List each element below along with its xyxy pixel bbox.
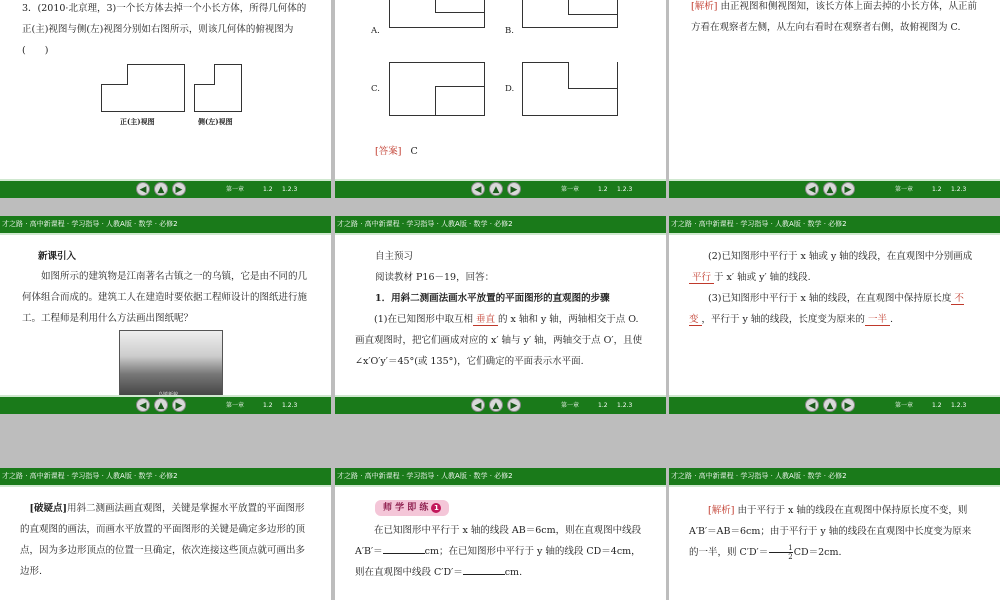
fill-answer-perpendicular: 垂直 [473,314,498,326]
front-view-notch [101,64,128,85]
analysis-text [691,0,981,38]
fraction-numerator: 1 [769,544,792,553]
fill-answer-half: 一半 [865,314,890,326]
fraction-denominator: 2 [788,553,793,561]
option-a-notch [435,0,484,13]
subsection-label: 1.2.3 [951,402,967,409]
intro-text: 如图所示的建筑物是江南著名古镇之一的乌镇，它是由不同的几何体组合而成的。建筑工人在建造时要依据工程师设计的图纸进行施工。工程师是利用什么方法画出图纸呢？ [22,271,308,324]
section-label: 1.2 [598,186,608,193]
next-icon[interactable]: ▶ [507,398,521,412]
slide-panel-9 [669,468,1000,600]
front-view-label: 正(主)视图 [120,117,155,126]
practice-badge-text: 师 学 即 练 [383,503,429,513]
fill-answer-parallel: 平行 [689,272,714,284]
header-bar: 才之路 · 高中新课程 · 学习指导 · 人教A版 · 数学 · 必修2 [669,216,1000,235]
bottom-nav-bar [335,179,666,198]
slide-panel-3 [669,0,1000,198]
subsection-label: 1.2.3 [617,186,633,193]
subsection-label: 1.2.3 [282,186,298,193]
practice-part-2: cm；在已知图形中平行于 y 轴的线段 CD＝4cm，则在直观图中线段 C′D′＝ [355,546,641,578]
fill-answer-unchanged: 不变 [689,293,964,325]
practice-part-3: cm. [504,567,523,578]
subsection-label: 1.2.3 [282,402,298,409]
option-d-notch [568,62,617,89]
home-icon[interactable]: ▲ [823,398,837,412]
step-1-part-b: 的 x 轴和 y 轴，两轴相交于点 O.画直观图时，把它们画成对应的 x′ 轴与 y′ 轴，两轴交于点 O′，且使∠x′O′y′＝45°(或 135°)，它们确定的平面表示水平面. [355,314,643,367]
next-icon[interactable]: ▶ [841,398,855,412]
step-3-text [689,288,979,330]
section-label: 1.2 [263,402,273,409]
solution-text [689,500,979,563]
prev-icon[interactable]: ◀ [805,182,819,196]
next-icon[interactable]: ▶ [841,182,855,196]
home-icon[interactable]: ▲ [823,182,837,196]
practice-badge-row [375,500,449,516]
slide-panel-7 [0,468,331,600]
slide-panel-2 [335,0,666,198]
answer-tag: [答案] [375,146,402,157]
practice-badge [375,500,449,516]
town-photo [119,330,223,404]
bottom-nav-bar [0,179,331,198]
section-label: 1.2 [263,186,273,193]
bottom-nav-bar [0,395,331,414]
option-c-notch [435,86,484,115]
chapter-label: 第一章 [895,186,914,193]
section-label: 1.2 [932,402,942,409]
analysis-body: 由正视图和侧视图知，该长方体上面去掉的小长方体，从正前方看在观察者左侧，从左向右看时在观察者右侧，故俯视图为 C. [691,1,977,33]
slide-panel-5 [335,216,666,414]
section-title: 自主预习 [375,251,414,262]
header-bar: 才之路 · 高中新课程 · 学习指导 · 人教A版 · 数学 · 必修2 [335,216,666,235]
header-bar: 才之路 · 高中新课程 · 学习指导 · 人教A版 · 数学 · 必修2 [335,468,666,487]
option-b-label: B. [505,26,514,36]
solution-tag: [解析] [708,505,735,516]
section-label: 1.2 [598,402,608,409]
slide-panel-6 [669,216,1000,414]
step-1-part-a: (1)在已知图形中取互相 [374,314,473,325]
prev-icon[interactable]: ◀ [136,398,150,412]
step-3-part-a: (3)已知图形中平行于 x 轴的线段，在直观图中保持原长度 [708,293,952,304]
subsection-label: 1.2.3 [951,186,967,193]
chapter-label: 第一章 [561,402,580,409]
step-3-part-b: ，平行于 y 轴的线段，长度变为原来的 [701,314,865,325]
step-heading: 1．用斜二测画法画水平放置的平面图形的直观图的步骤 [375,293,610,304]
prev-icon[interactable]: ◀ [471,182,485,196]
bottom-nav-bar [335,395,666,414]
bottom-nav-bar [669,179,1000,198]
answer-blank-2[interactable] [463,574,505,575]
chapter-label: 第一章 [561,186,580,193]
prev-icon[interactable]: ◀ [805,398,819,412]
home-icon[interactable]: ▲ [154,398,168,412]
answer-blank-1[interactable] [383,553,425,554]
home-icon[interactable]: ▲ [489,398,503,412]
next-icon[interactable]: ▶ [172,398,186,412]
step-1-text [355,309,645,372]
step-3-part-c: . [889,314,893,325]
practice-question [355,520,645,583]
slide-panel-1 [0,0,331,198]
option-a-label: A. [371,26,380,36]
bottom-nav-bar [669,395,1000,414]
practice-badge-number: 1 [431,503,441,513]
practice-part-1: 在已知图形中平行于 x 轴的线段 AB＝6cm，则在直观图中线段 A′B′＝ [355,525,642,557]
side-view-notch [194,64,215,85]
section-title: 新课引入 [38,251,77,262]
solution-part-1: 由于平行于 x 轴的线段在直观图中保持原长度不变，则 A′B′＝AB＝6cm；由于平行于 y 轴的线段在直观图中长度变为原来的一半，则 C′D′＝ [689,505,972,558]
header-bar: 才之路 · 高中新课程 · 学习指导 · 人教A版 · 数学 · 必修2 [669,468,1000,487]
read-instruction: 阅读教材 P16－19，回答： [375,272,495,283]
option-c-label: C. [371,84,380,94]
question-text: 3．(2010·北京理，3)一个长方体去掉一个小长方体，所得几何体的正(主)视图与侧(左)视图分别如右图所示，则该几何体的俯视图为( ) [22,3,307,56]
chapter-label: 第一章 [226,402,245,409]
chapter-label: 第一章 [895,402,914,409]
slide-panel-8 [335,468,666,600]
next-icon[interactable]: ▶ [507,182,521,196]
prev-icon[interactable]: ◀ [471,398,485,412]
fraction-one-half [769,544,792,561]
header-bar: 才之路 · 高中新课程 · 学习指导 · 人教A版 · 数学 · 必修2 [0,468,331,487]
step-2-part-b: 于 x′ 轴或 y′ 轴的线段. [714,272,811,283]
step-2-part-a: (2)已知图形中平行于 x 轴或 y 轴的线段，在直观图中分别画成 [708,251,973,262]
header-bar: 才之路 · 高中新课程 · 学习指导 · 人教A版 · 数学 · 必修2 [0,216,331,235]
key-point-text [20,498,310,582]
step-2-text [689,246,979,288]
option-b-notch [568,0,617,15]
option-d-label: D. [505,84,515,94]
side-view-label: 侧(左)视图 [198,117,233,126]
section-label: 1.2 [932,186,942,193]
answer-value: C [410,146,418,157]
slide-panel-4 [0,216,331,414]
home-icon[interactable]: ▲ [489,182,503,196]
key-point-tag: [破疑点] [29,503,67,514]
next-icon[interactable]: ▶ [172,182,186,196]
subsection-label: 1.2.3 [617,402,633,409]
answer-line [375,141,418,162]
prev-icon[interactable]: ◀ [136,182,150,196]
home-icon[interactable]: ▲ [154,182,168,196]
solution-part-2: CD＝2cm. [793,547,842,558]
chapter-label: 第一章 [226,186,245,193]
analysis-tag: [解析] [691,1,718,12]
key-point-body: 用斜二测画法画直观图，关键是掌握水平放置的平面图形的直观图的画法，而画水平放置的平面图形的关键是确定多边形的顶点，因为多边形顶点的位置一旦确定，依次连接这些顶点就可画出多边形. [20,503,306,577]
